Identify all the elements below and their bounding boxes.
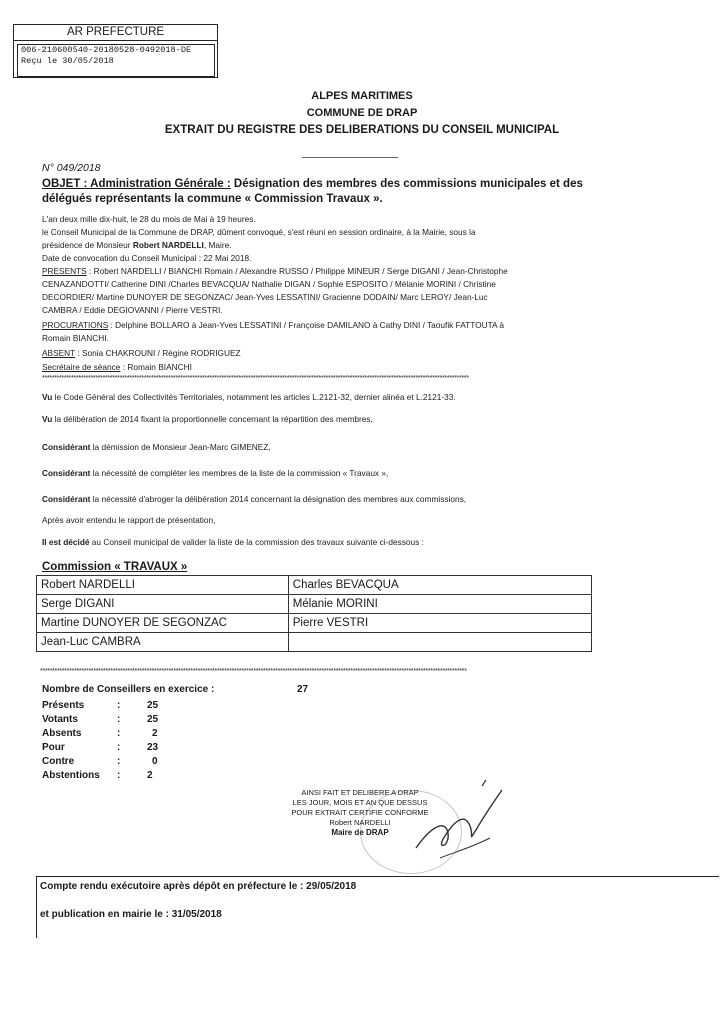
presents-line-3: DECORDIER/ Martine DUNOYER DE SEGONZAC/ Jean-Yves LESSATINI/ Gracienne DODAIN/ Marc LEROY/ Jean-Luc xyxy=(42,292,488,302)
table-row xyxy=(37,614,592,633)
vote-value: 23 xyxy=(147,742,159,753)
considerant-2-label: Considérant xyxy=(42,468,91,478)
vote-sep: : xyxy=(117,756,121,767)
vote-row xyxy=(42,769,158,783)
deliberation-number: N° 049/2018 xyxy=(42,162,101,174)
objet-text: Désignation des membres des commissions municipales et des xyxy=(233,178,583,190)
commission-member: Charles BEVACQUA xyxy=(288,576,591,595)
table-row xyxy=(37,595,592,614)
procurations-text-1: : Delphine BOLLARO à Jean-Yves LESSATINI / Françoise DAMILANO à Cathy DINI / Taoufik FATTOUTA à xyxy=(108,320,505,330)
vu-line-2 xyxy=(42,414,373,425)
stamp-line-2: Reçu le 30/05/2018 xyxy=(21,56,114,66)
vote-row xyxy=(42,755,158,769)
commission-title: Commission « TRAVAUX » xyxy=(42,561,188,573)
objet-label: OBJET : Administration Générale : xyxy=(42,178,231,190)
considerant-line-2 xyxy=(42,468,388,479)
absent-label: ABSENT xyxy=(42,348,76,358)
secretaire-text: : Romain BIANCHI xyxy=(120,362,192,372)
considerant-2-text: la nécessité de compléter les membres de la liste de la commission « Travaux », xyxy=(90,468,389,478)
commission-member: Mélanie MORINI xyxy=(288,595,591,614)
stamp-line-1: 006-210600540-20180528-0492018-DE xyxy=(21,45,192,55)
commission-table xyxy=(36,575,592,652)
signature-line-4: Robert NARDELLI xyxy=(329,818,391,827)
header-commune: COMMUNE DE DRAP xyxy=(306,107,418,119)
stars-separator: ******************************************************************************************************************************************************************************** xyxy=(42,375,469,382)
considerant-line-3 xyxy=(42,494,466,505)
convocation-date: Date de convocation du Conseil Municipal : 22 Mai 2018. xyxy=(42,253,252,263)
vote-value: 2 xyxy=(152,728,158,739)
header-title: EXTRAIT DU REGISTRE DES DELIBERATIONS DU CONSEIL MUNICIPAL xyxy=(164,124,560,136)
vote-value: 2 xyxy=(147,770,153,781)
absent-text: : Sonia CHAKROUNI / Régine RODRIGUEZ xyxy=(75,348,241,358)
compte-rendu-line: Compte rendu exécutoire après dépôt en préfecture le : 29/05/2018 xyxy=(40,881,357,892)
vote-sep: : xyxy=(117,742,121,753)
commission-member: Pierre VESTRI xyxy=(288,614,591,633)
prefecture-stamp xyxy=(13,24,218,78)
header-dept: ALPES MARITIMES xyxy=(311,90,413,102)
signature-line-2: LES JOUR, MOIS ET AN QUE DESSUS xyxy=(292,798,428,807)
commission-member: Jean-Luc CAMBRA xyxy=(37,633,289,652)
considerant-3-label: Considérant xyxy=(42,494,91,504)
intro-line-2: le Conseil Municipal de la Commune de DRAP, dûment convoqué, s'est réuni en session ordinaire, à la Mairie, sous la xyxy=(42,227,476,237)
publication-line: et publication en mairie le : 31/05/2018 xyxy=(40,909,222,920)
vote-sep: : xyxy=(117,700,121,711)
objet-line-1 xyxy=(42,177,712,191)
considerant-line-1 xyxy=(42,442,271,453)
vote-label: Absents xyxy=(42,728,82,739)
secretaire-label: Secrétaire de séance xyxy=(42,362,121,372)
vote-counts xyxy=(42,699,158,783)
vu-line-1 xyxy=(42,392,456,403)
vote-value: 25 xyxy=(147,700,159,711)
decision-text: au Conseil municipal de valider la liste de la commission des travaux suivante ci-dessous : xyxy=(89,537,424,547)
procurations-line-2: Romain BIANCHI. xyxy=(42,333,109,343)
intro-presidence: présidence de Monsieur xyxy=(42,240,133,250)
commission-member: Martine DUNOYER DE SEGONZAC xyxy=(37,614,289,633)
considerant-1-label: Considérant xyxy=(42,442,91,452)
vote-sep: : xyxy=(117,728,121,739)
intro-line-1: L'an deux mille dix-huit, le 28 du mois de Mai à 19 heures. xyxy=(42,214,256,224)
stars-separator-2: ******************************************************************************************************************************************************************************** xyxy=(40,668,467,675)
commission-member: Serge DIGANI xyxy=(37,595,289,614)
presents-text-1: : Robert NARDELLI / BIANCHI Romain / Alexandre RUSSO / Philippe MINEUR / Serge DIGANI / Jean-Christophe xyxy=(86,266,508,276)
table-row xyxy=(37,576,592,595)
vote-value: 25 xyxy=(147,714,159,725)
vote-label: Votants xyxy=(42,714,78,725)
vu-1-label: Vu xyxy=(42,392,53,402)
vote-label: Pour xyxy=(42,742,65,753)
intro-maire: , Maire. xyxy=(203,240,232,250)
procurations-line-1 xyxy=(42,320,504,331)
signature-line-1: AINSI FAIT ET DELIBERE A DRAP xyxy=(301,788,419,797)
conseillers-exercice-label: Nombre de Conseillers en exercice : xyxy=(42,684,215,695)
vu-2-label: Vu xyxy=(42,414,53,424)
vote-row xyxy=(42,699,158,713)
stamp-title: AR PREFECTURE xyxy=(14,25,217,41)
vote-label: Présents xyxy=(42,700,85,711)
vu-1-text: le Code Général des Collectivités Territoriales, notamment les articles L.2121-32, dernier alinéa et L.2121-33. xyxy=(52,392,456,402)
conseillers-exercice-value: 27 xyxy=(297,684,309,695)
presents-line-1 xyxy=(42,266,508,277)
considerant-1-text: la démission de Monsieur Jean-Marc GIMENEZ, xyxy=(90,442,271,452)
vote-sep: : xyxy=(117,770,121,781)
commission-member xyxy=(288,633,591,652)
presents-line-4: CAMBRA / Eddie DEGIOVANNI / Pierre VESTRI. xyxy=(42,305,223,315)
considerant-3-text: la nécessité d'abroger la délibération 2014 concernant la désignation des membres aux commissions, xyxy=(90,494,467,504)
decision-label: Il est décidé xyxy=(42,537,90,547)
stamp-reference xyxy=(17,44,215,77)
header-divider xyxy=(302,157,398,158)
rapport-line: Après avoir entendu le rapport de présentation, xyxy=(42,515,216,525)
vote-row xyxy=(42,713,158,727)
presents-label: PRESENTS xyxy=(42,266,87,276)
signature-line-3: POUR EXTRAIT CERTIFIE CONFORME xyxy=(291,808,429,817)
objet-line-2: délégués représentants la commune « Commission Travaux ». xyxy=(42,193,383,205)
vu-2-text: la délibération de 2014 fixant la proportionnelle concernant la répartition des membres, xyxy=(52,414,373,424)
absent-line xyxy=(42,348,241,359)
vote-label: Contre xyxy=(42,756,75,767)
vote-label: Abstentions xyxy=(42,770,100,781)
vote-value: 0 xyxy=(152,756,158,767)
secretaire-line xyxy=(42,362,192,373)
procurations-label: PROCURATIONS xyxy=(42,320,109,330)
vote-row xyxy=(42,727,158,741)
table-row xyxy=(37,633,592,652)
intro-line-3 xyxy=(42,240,232,251)
signature-line-5: Maire de DRAP xyxy=(331,828,389,837)
vote-row xyxy=(42,741,158,755)
decision-line xyxy=(42,537,424,548)
handwritten-signature xyxy=(410,778,510,868)
mayor-name: Robert NARDELLI xyxy=(132,240,204,250)
vote-sep: : xyxy=(117,714,121,725)
presents-line-2: CENAZANDOTTI/ Catherine DINI /Charles BEVACQUA/ Nathalie DIGAN / Sophie ESPOSITO / Mélanie MORINI / Christine xyxy=(42,279,496,289)
commission-member: Robert NARDELLI xyxy=(37,576,289,595)
